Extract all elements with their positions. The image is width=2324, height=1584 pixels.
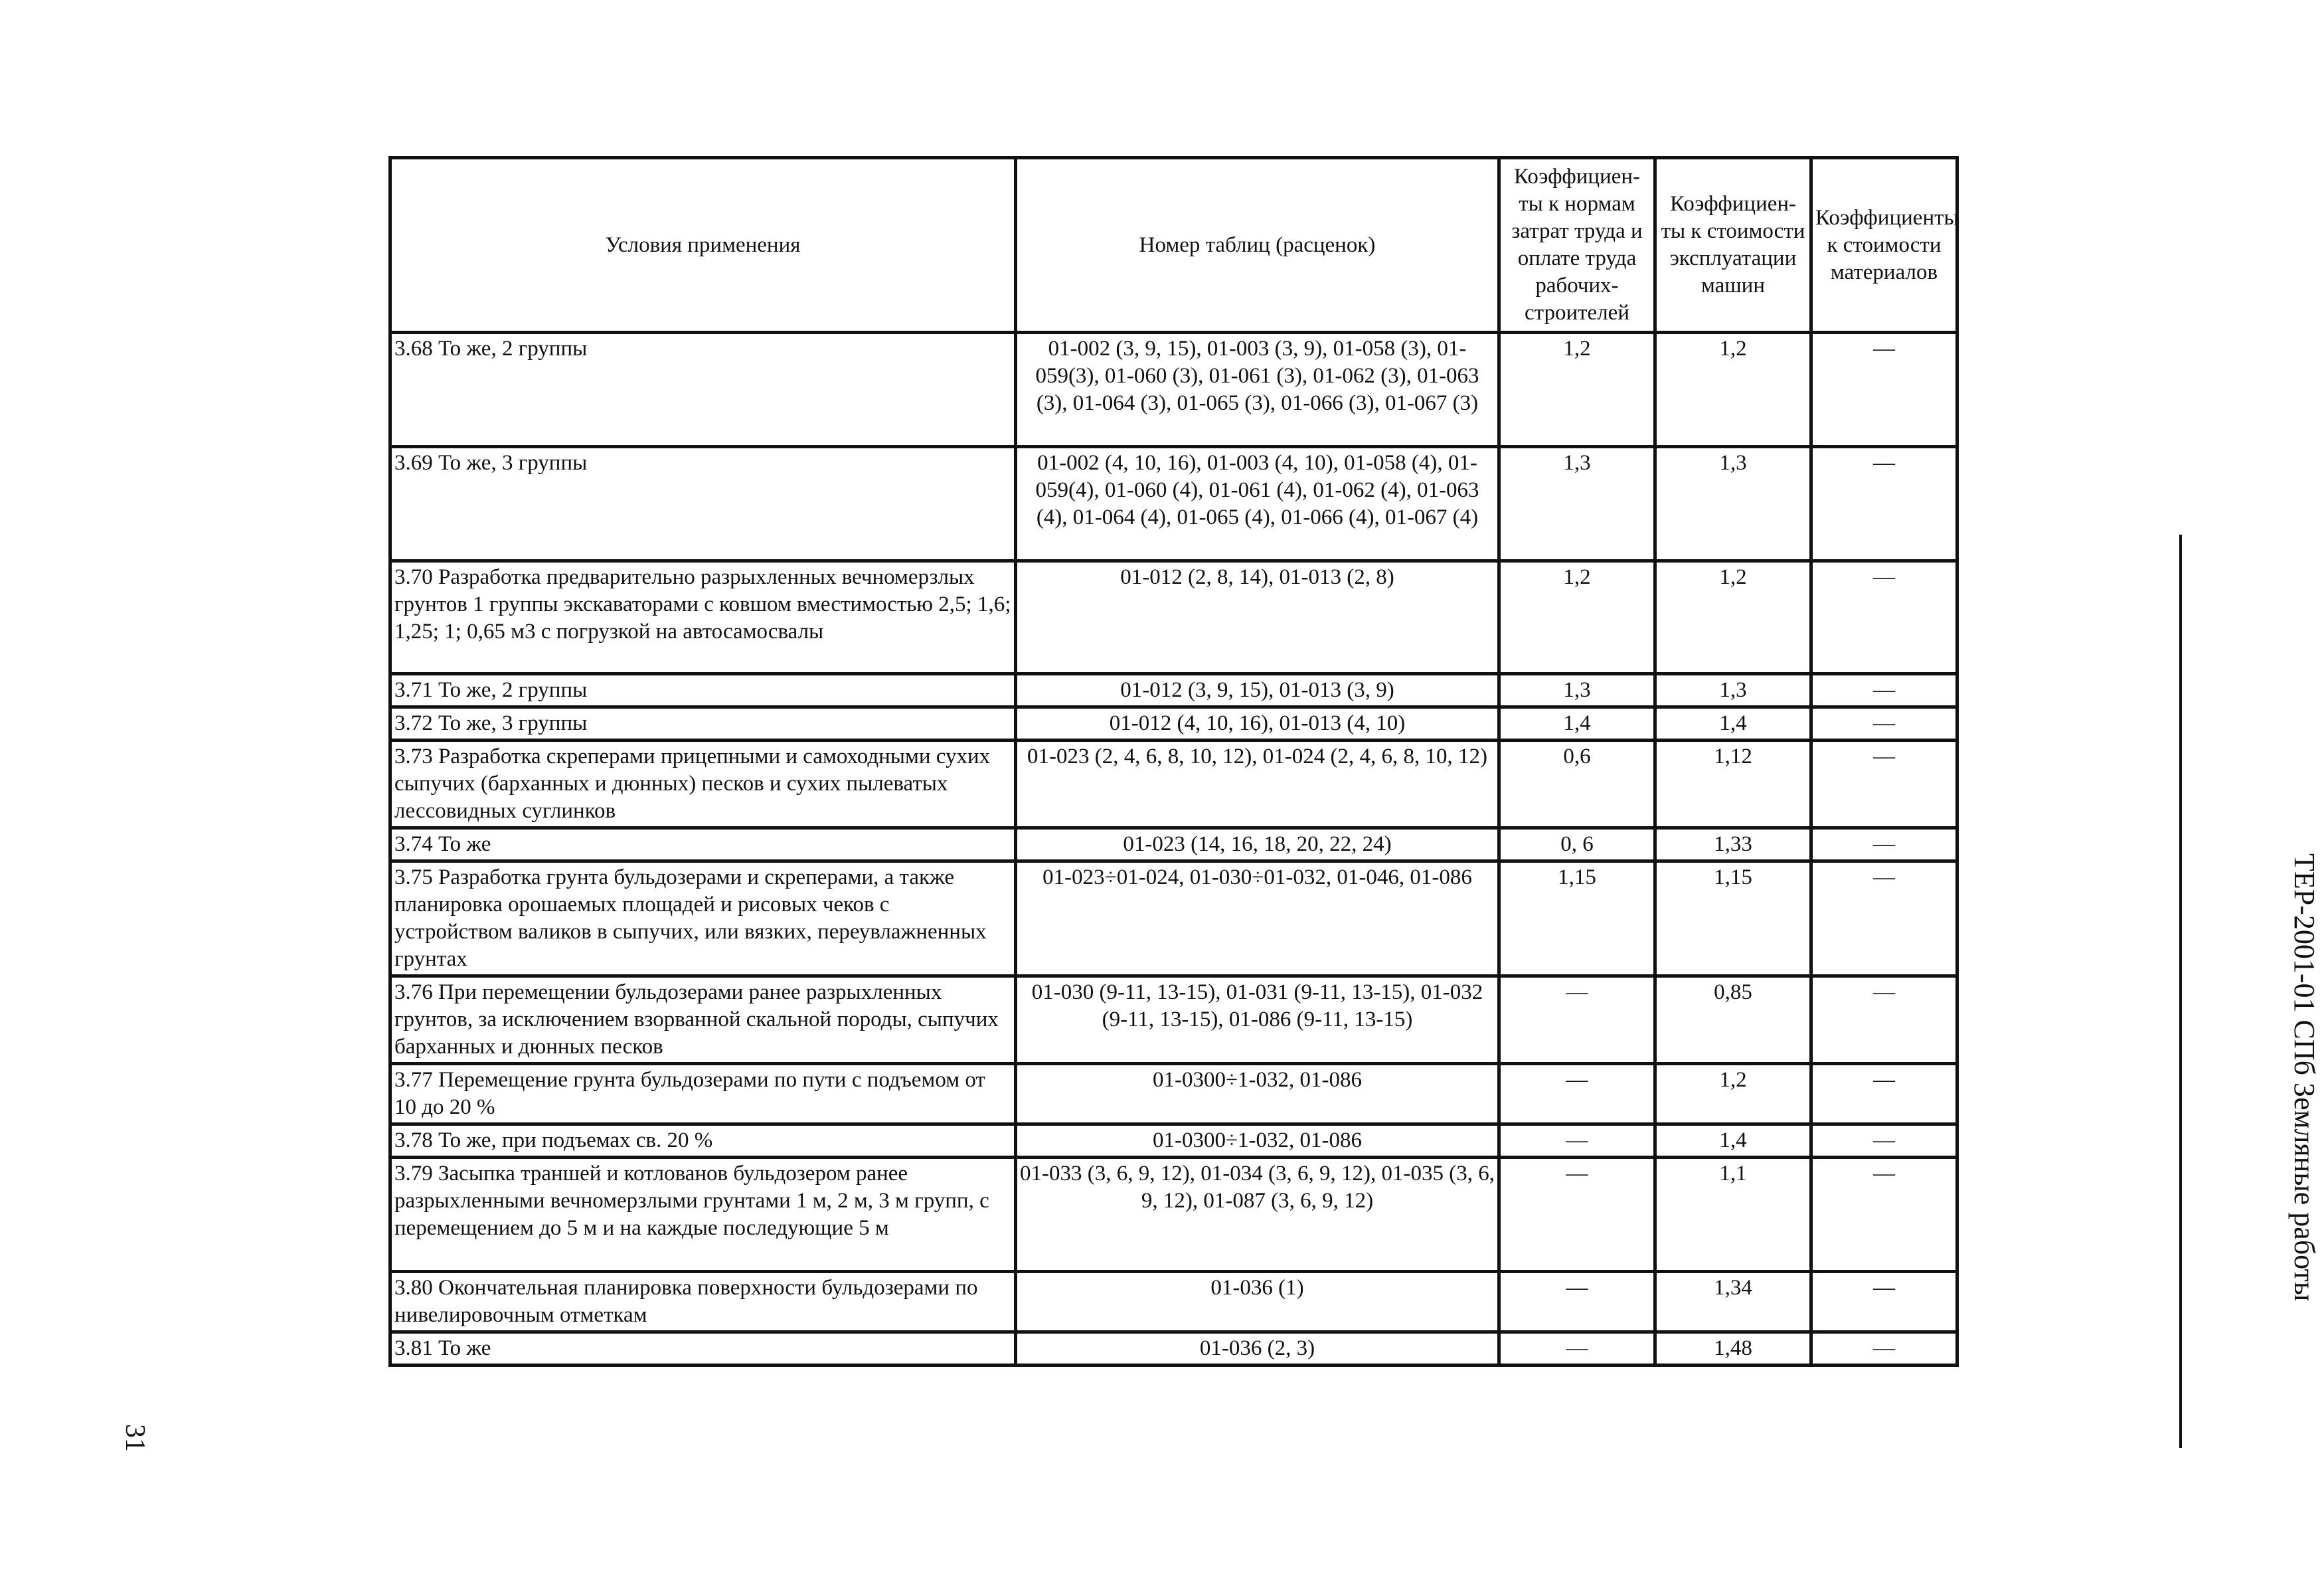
- table-row: [390, 707, 1957, 741]
- row-material-coefficient: —: [1811, 1332, 1957, 1365]
- row-material-coefficient: —: [1811, 741, 1957, 828]
- row-labor-coefficient: 1,2: [1499, 333, 1655, 447]
- page-number: 31: [120, 1424, 150, 1452]
- row-machine-coefficient: 1,34: [1655, 1272, 1811, 1332]
- row-condition: 3.81 То же: [390, 1332, 1016, 1365]
- table-row: [390, 861, 1957, 976]
- row-condition: 3.78 То же, при подъемах св. 20 %: [390, 1124, 1016, 1158]
- row-material-coefficient: —: [1811, 1158, 1957, 1272]
- table-row: [390, 741, 1957, 828]
- table-row: [390, 1064, 1957, 1124]
- row-material-coefficient: —: [1811, 561, 1957, 674]
- running-head-rule: [2179, 535, 2182, 1448]
- row-condition: 3.74 То же: [390, 828, 1016, 861]
- row-table-numbers: 01-036 (2, 3): [1016, 1332, 1499, 1365]
- row-table-numbers: 01-023 (2, 4, 6, 8, 10, 12), 01-024 (2, 4, 6, 8, 10, 12): [1016, 741, 1499, 828]
- row-table-numbers: 01-012 (3, 9, 15), 01-013 (3, 9): [1016, 674, 1499, 707]
- row-material-coefficient: —: [1811, 674, 1957, 707]
- header-labor-coefficients: Коэффициен-ты к нормам затрат труда и оплате труда рабочих-строителей: [1499, 158, 1655, 333]
- table-row: [390, 333, 1957, 447]
- row-machine-coefficient: 1,48: [1655, 1332, 1811, 1365]
- row-machine-coefficient: 1,33: [1655, 828, 1811, 861]
- row-condition: 3.75 Разработка грунта бульдозерами и скреперами, а также планировка орошаемых площадей и рисовых чеков с устройством валиков в сыпучих, или вязких, переувлажненных грунтах: [390, 861, 1016, 976]
- table-row: [390, 1272, 1957, 1332]
- header-material-coefficients: Коэффициенты к стоимости материалов: [1811, 158, 1957, 333]
- row-condition: 3.80 Окончательная планировка поверхности бульдозерами по нивелировочным отметкам: [390, 1272, 1016, 1332]
- row-table-numbers: 01-012 (2, 8, 14), 01-013 (2, 8): [1016, 561, 1499, 674]
- row-labor-coefficient: —: [1499, 1332, 1655, 1365]
- row-condition: 3.73 Разработка скреперами прицепными и самоходными сухих сыпучих (барханных и дюнных) песков и сухих пылеватых лессовидных суглинков: [390, 741, 1016, 828]
- row-table-numbers: 01-0300÷1-032, 01-086: [1016, 1064, 1499, 1124]
- row-machine-coefficient: 1,2: [1655, 1064, 1811, 1124]
- row-material-coefficient: —: [1811, 828, 1957, 861]
- row-labor-coefficient: 0, 6: [1499, 828, 1655, 861]
- running-head: ТЕР-2001-01 СПб Земляные работы: [2288, 853, 2321, 1302]
- row-labor-coefficient: 1,3: [1499, 674, 1655, 707]
- row-condition: 3.68 То же, 2 группы: [390, 333, 1016, 447]
- row-table-numbers: 01-012 (4, 10, 16), 01-013 (4, 10): [1016, 707, 1499, 741]
- header-machine-coefficients: Коэффициен-ты к стоимости эксплуатации машин: [1655, 158, 1811, 333]
- row-table-numbers: 01-023÷01-024, 01-030÷01-032, 01-046, 01-086: [1016, 861, 1499, 976]
- row-labor-coefficient: 1,2: [1499, 561, 1655, 674]
- row-table-numbers: 01-033 (3, 6, 9, 12), 01-034 (3, 6, 9, 12), 01-035 (3, 6, 9, 12), 01-087 (3, 6, 9, 12): [1016, 1158, 1499, 1272]
- row-machine-coefficient: 1,3: [1655, 674, 1811, 707]
- row-material-coefficient: —: [1811, 1064, 1957, 1124]
- row-material-coefficient: —: [1811, 1272, 1957, 1332]
- row-condition: 3.69 То же, 3 группы: [390, 447, 1016, 561]
- table-row: [390, 447, 1957, 561]
- row-condition: 3.70 Разработка предварительно разрыхленных вечномерзлых грунтов 1 группы экскаваторами с ковшом вместимостью 2,5; 1,6; 1,25; 1; 0,65 м3 с погрузкой на автосамосвалы: [390, 561, 1016, 674]
- coefficients-table: [388, 156, 1959, 1367]
- row-condition: 3.72 То же, 3 группы: [390, 707, 1016, 741]
- table-header-row: [390, 158, 1957, 333]
- row-labor-coefficient: 1,3: [1499, 447, 1655, 561]
- table-row: [390, 674, 1957, 707]
- row-material-coefficient: —: [1811, 707, 1957, 741]
- row-material-coefficient: —: [1811, 861, 1957, 976]
- row-labor-coefficient: 1,15: [1499, 861, 1655, 976]
- table-row: [390, 976, 1957, 1064]
- row-machine-coefficient: 1,15: [1655, 861, 1811, 976]
- table-row: [390, 828, 1957, 861]
- row-material-coefficient: —: [1811, 447, 1957, 561]
- row-material-coefficient: —: [1811, 333, 1957, 447]
- row-condition: 3.79 Засыпка траншей и котлованов бульдозером ранее разрыхленными вечномерзлыми грунтами 1 м, 2 м, 3 м групп, с перемещением до 5 м и на каждые последующие 5 м: [390, 1158, 1016, 1272]
- row-machine-coefficient: 1,2: [1655, 333, 1811, 447]
- row-condition: 3.77 Перемещение грунта бульдозерами по пути с подъемом от 10 до 20 %: [390, 1064, 1016, 1124]
- row-labor-coefficient: —: [1499, 1158, 1655, 1272]
- row-table-numbers: 01-023 (14, 16, 18, 20, 22, 24): [1016, 828, 1499, 861]
- row-labor-coefficient: 0,6: [1499, 741, 1655, 828]
- row-table-numbers: 01-002 (3, 9, 15), 01-003 (3, 9), 01-058 (3), 01-059(3), 01-060 (3), 01-061 (3), 01-062 (3), 01-063 (3), 01-064 (3), 01-065 (3), 01-066 (3), 01-067 (3): [1016, 333, 1499, 447]
- row-labor-coefficient: —: [1499, 1124, 1655, 1158]
- row-machine-coefficient: 1,3: [1655, 447, 1811, 561]
- row-machine-coefficient: 0,85: [1655, 976, 1811, 1064]
- header-conditions: Условия применения: [390, 158, 1016, 333]
- table-row: [390, 1332, 1957, 1365]
- row-machine-coefficient: 1,12: [1655, 741, 1811, 828]
- header-table-numbers: Номер таблиц (расценок): [1016, 158, 1499, 333]
- row-machine-coefficient: 1,1: [1655, 1158, 1811, 1272]
- row-table-numbers: 01-0300÷1-032, 01-086: [1016, 1124, 1499, 1158]
- row-labor-coefficient: —: [1499, 976, 1655, 1064]
- row-material-coefficient: —: [1811, 1124, 1957, 1158]
- row-labor-coefficient: —: [1499, 1064, 1655, 1124]
- row-material-coefficient: —: [1811, 976, 1957, 1064]
- table-row: [390, 1158, 1957, 1272]
- row-table-numbers: 01-036 (1): [1016, 1272, 1499, 1332]
- row-table-numbers: 01-030 (9-11, 13-15), 01-031 (9-11, 13-15), 01-032 (9-11, 13-15), 01-086 (9-11, 13-15): [1016, 976, 1499, 1064]
- table-row: [390, 561, 1957, 674]
- row-table-numbers: 01-002 (4, 10, 16), 01-003 (4, 10), 01-058 (4), 01-059(4), 01-060 (4), 01-061 (4), 01-062 (4), 01-063 (4), 01-064 (4), 01-065 (4), 01-066 (4), 01-067 (4): [1016, 447, 1499, 561]
- row-labor-coefficient: 1,4: [1499, 707, 1655, 741]
- table-row: [390, 1124, 1957, 1158]
- row-machine-coefficient: 1,4: [1655, 1124, 1811, 1158]
- row-machine-coefficient: 1,2: [1655, 561, 1811, 674]
- row-condition: 3.76 При перемещении бульдозерами ранее разрыхленных грунтов, за исключением взорванной скальной породы, сыпучих барханных и дюнных песков: [390, 976, 1016, 1064]
- row-labor-coefficient: —: [1499, 1272, 1655, 1332]
- row-machine-coefficient: 1,4: [1655, 707, 1811, 741]
- row-condition: 3.71 То же, 2 группы: [390, 674, 1016, 707]
